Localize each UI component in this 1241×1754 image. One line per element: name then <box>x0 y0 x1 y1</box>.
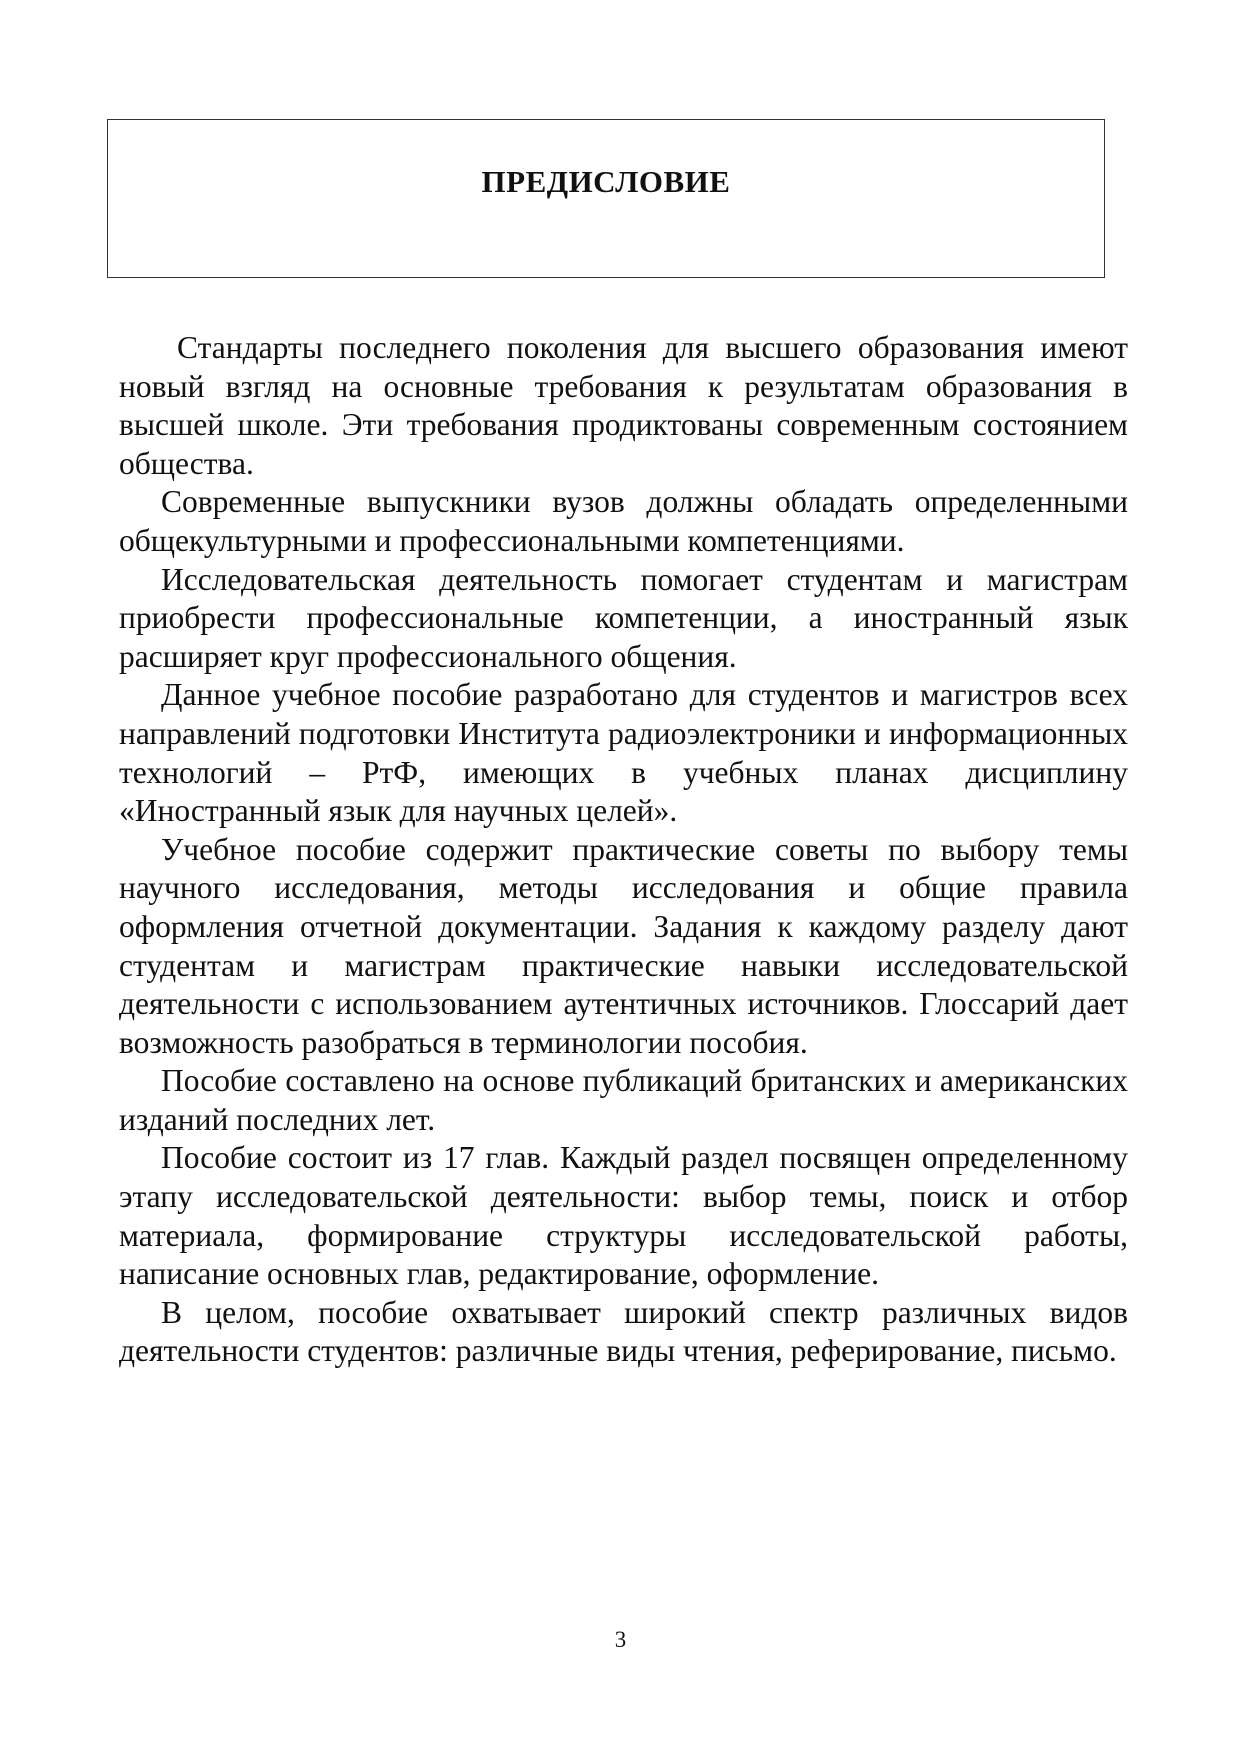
paragraph-1: Стандарты последнего поколения для высшего образования имеют новый взгляд на основные требования к результатам образования в высшей школе. Эти требования продиктованы современным состоянием общества. <box>119 330 1128 481</box>
body-text <box>119 329 1128 1371</box>
page-number: 3 <box>614 1627 627 1652</box>
paragraph-5: Учебное пособие содержит практические советы по выбору темы научного исследования, методы исследования и общие правила оформления отчетной документации. Задания к каждому разделу дают студентам и магистрам практические навыки исследовательской деятельности с использованием аутентичных источников. Глоссарий дает возможность разобраться в терминологии пособия. <box>119 831 1128 1060</box>
title-box <box>107 119 1105 278</box>
paragraph-6: Пособие составлено на основе публикаций британских и американских изданий последних лет. <box>119 1063 1128 1137</box>
paragraph-4: Данное учебное пособие разработано для студентов и магистров всех направлений подготовки Института радиоэлектроники и информационных технологий – РтФ, имеющих в учебных планах дисциплину «Иностранный язык для научных целей». <box>119 677 1128 829</box>
paragraph-7: Пособие состоит из 17 глав. Каждый раздел посвящен определенному этапу исследовательской деятельности: выбор темы, поиск и отбор материала, формирование структуры исследовательской работы, написание основных глав, редактирование, оформление. <box>119 1140 1128 1292</box>
paragraph-2: Современные выпускники вузов должны обладать определенными общекультурными и профессиональными компетенциями. <box>119 484 1128 558</box>
page-title: ПРЕДИСЛОВИЕ <box>481 164 731 199</box>
paragraph-8: В целом, пособие охватывает широкий спектр различных видов деятельности студентов: различные виды чтения, реферирование, письмо. <box>119 1294 1128 1369</box>
paragraph-3: Исследовательская деятельность помогает студентам и магистрам приобрести профессиональные компетенции, а иностранный язык расширяет круг профессионального общения. <box>119 561 1128 674</box>
